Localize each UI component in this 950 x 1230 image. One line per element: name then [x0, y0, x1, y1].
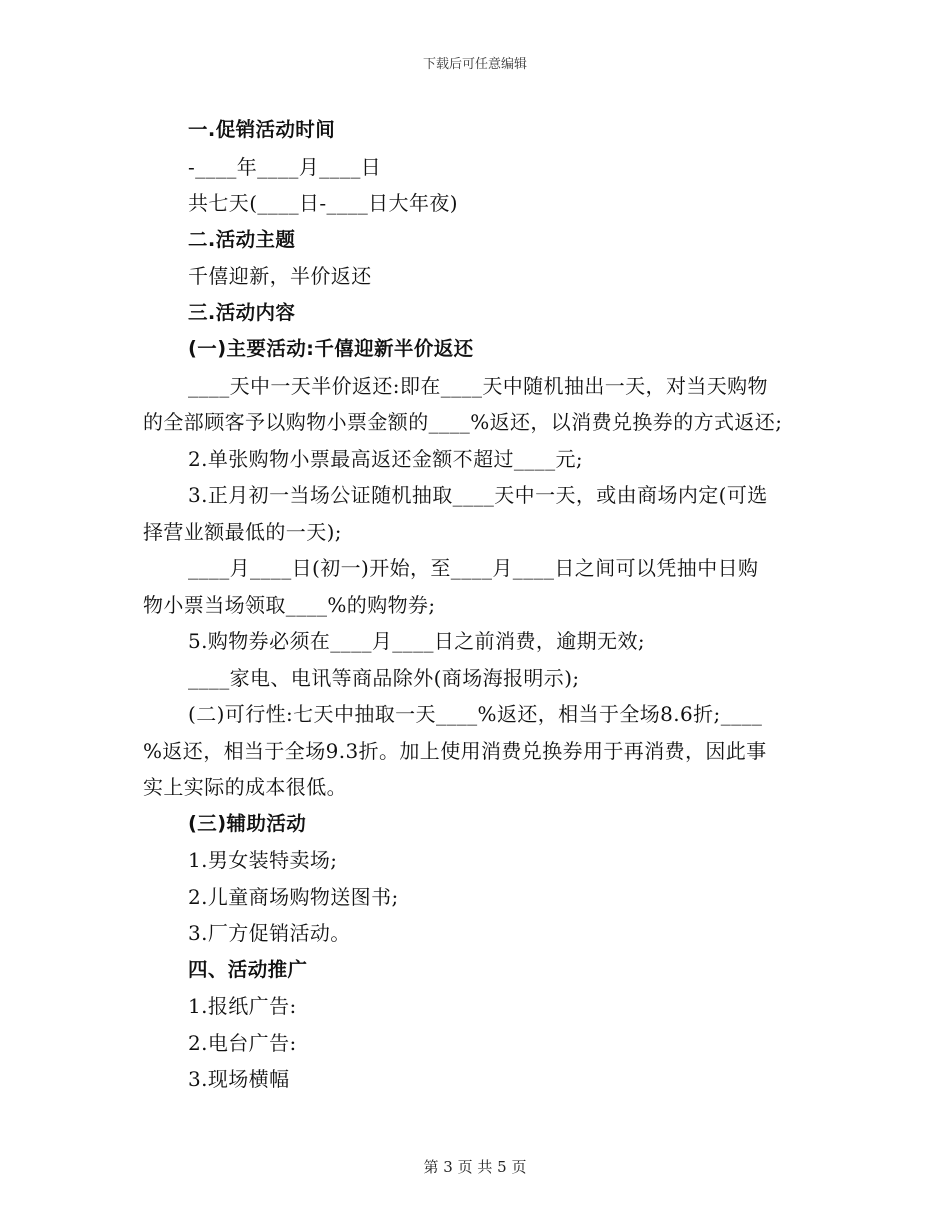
paragraph-line: 择营业额最低的一天); [143, 519, 342, 544]
subheading-auxiliary: (三)辅助活动 [188, 811, 307, 835]
duration-line: 共七天(____日-____日大年夜) [188, 191, 458, 215]
date-line: -____年____月____日 [188, 154, 382, 179]
list-item: 3.厂方促销活动。 [188, 921, 351, 945]
list-item: 3.现场横幅 [188, 1067, 290, 1091]
list-item: 1.报纸广告: [188, 994, 297, 1018]
section-heading-1: 一.促销活动时间 [188, 118, 336, 141]
section-heading-2: 二.活动主题 [188, 227, 296, 251]
page-footer: 第 3 页 共 5 页 [423, 1158, 527, 1176]
paragraph-line: 的全部顾客予以购物小票金额的____%返还，以消费兑换券的方式返还; [143, 410, 783, 434]
document-body [143, 112, 818, 1098]
paragraph-line: (二)可行性:七天中抽取一天____%返还，相当于全场8.6折;____ [188, 702, 763, 726]
list-item: 2.电台广告: [188, 1030, 297, 1055]
paragraph-line: 物小票当场领取____%的购物券; [143, 592, 436, 617]
section-heading-4: 四、活动推广 [188, 957, 308, 981]
paragraph-line: ____家电、电讯等商品除外(商场海报明示); [188, 665, 580, 690]
section-heading-3: 三.活动内容 [188, 300, 296, 324]
paragraph-line: ____天中一天半价返还:即在____天中随机抽出一天，对当天购物 [188, 373, 768, 398]
list-item: 5.购物券必须在____月____日之前消费，逾期无效; [188, 629, 646, 653]
subheading-main-activity: (一)主要活动:千僖迎新半价返还 [188, 337, 474, 360]
page-header: 下载后可任意编辑 [422, 57, 527, 72]
paragraph-line: ____月____日(初一)开始，至____月____日之间可以凭抽中日购 [188, 556, 759, 580]
paragraph-line: %返还，相当于全场9.3折。加上使用消费兑换券用于再消费，因此事 [143, 738, 767, 763]
list-item: 1.男女装特卖场; [188, 848, 338, 872]
list-item: 2.单张购物小票最高返还金额不超过____元; [188, 446, 584, 471]
paragraph-line: 实上实际的成本很低。 [143, 775, 347, 799]
list-item: 2.儿童商场购物送图书; [188, 884, 399, 909]
list-item: 3.正月初一当场公证随机抽取____天中一天，或由商场内定(可选 [188, 483, 768, 507]
theme-text: 千僖迎新，半价返还 [188, 264, 372, 288]
